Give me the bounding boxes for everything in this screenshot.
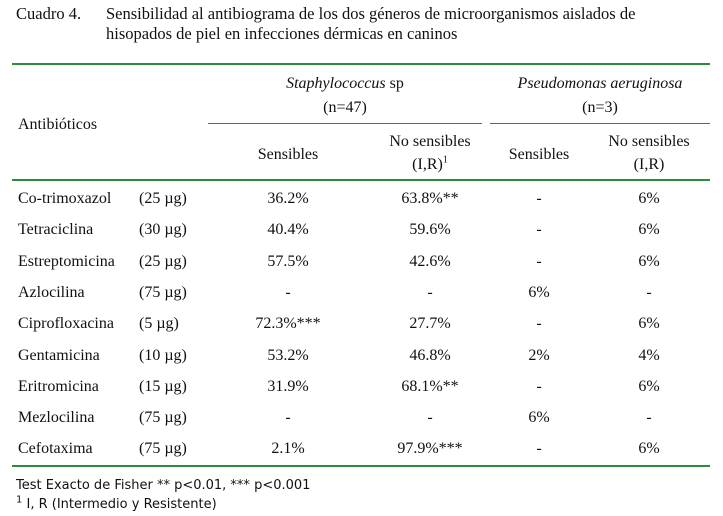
table-row (0, 278, 723, 309)
staph-sensitive-value: 40.4% (267, 221, 309, 239)
staph-sensitive-value: 57.5% (267, 252, 309, 270)
table-row (0, 434, 723, 465)
staph-not-sensitive-value: - (427, 283, 433, 301)
staph-sensitive-value: - (285, 409, 291, 427)
antibiotic-dose: (25 µg) (139, 252, 187, 270)
staph-sensitive-value: 53.2% (267, 346, 309, 364)
table-row (0, 341, 723, 372)
top-rule (12, 63, 710, 65)
staph-not-sensitive-header: No sensibles (389, 133, 471, 150)
antibiotic-name: Estreptomicina (18, 252, 115, 270)
staphylococcus-header (208, 73, 482, 95)
antibiotic-name: Eritromicina (18, 377, 99, 395)
pseudo-not-sensitive-value: 6% (638, 190, 660, 207)
antibiotic-dose: (15 µg) (139, 377, 187, 395)
pseudomonas-name: Pseudomonas aeruginosa (517, 75, 683, 92)
staphylococcus-n: (n=47) (323, 99, 367, 116)
pseudo-not-sensitive-value: 6% (638, 377, 660, 395)
antibiotic-dose: (10 µg) (139, 346, 187, 364)
pseudomonas-group-rule (490, 123, 710, 124)
antibiotic-dose: (25 µg) (139, 190, 187, 207)
staph-sensitive-value: 36.2% (267, 190, 309, 207)
table-row (0, 215, 723, 246)
staphylococcus-suffix: sp (385, 75, 404, 92)
table-row (0, 372, 723, 403)
pseudo-not-sensitive-value: - (646, 283, 652, 301)
staph-ir-header (375, 154, 485, 176)
pseudo-not-sensitive-value: 6% (638, 440, 660, 458)
staph-not-sensitive-value: 68.1%** (401, 377, 459, 395)
staph-not-sensitive-value: 63.8%** (401, 190, 459, 207)
antibiotic-dose: (30 µg) (139, 221, 187, 239)
antibiotic-dose: (5 µg) (139, 315, 179, 333)
antibiotic-name: Gentamicina (18, 346, 100, 364)
table-row (0, 184, 723, 215)
ir-note-text: I, R (Intermedio y Resistente) (22, 497, 217, 512)
table-caption (16, 4, 716, 44)
antibiotic-name: Co-trimoxazol (18, 190, 112, 207)
pseudo-sensitive-header: Sensibles (508, 146, 570, 163)
ir-note-marker: 1 (16, 494, 23, 506)
pseudo-not-sensitive-value: 6% (638, 221, 660, 239)
antibiotic-dose: (75 µg) (139, 440, 187, 458)
pseudo-not-sensitive-value: - (646, 409, 652, 427)
pseudomonas-header (490, 73, 710, 95)
pseudo-sensitive-value: - (536, 440, 542, 458)
staph-not-sensitive-value: 46.8% (409, 346, 451, 364)
antibiotic-name: Azlocilina (18, 283, 85, 301)
staph-not-sensitive-value: 97.9%*** (397, 440, 463, 458)
pseudo-sensitive-value: - (536, 315, 542, 333)
pseudo-sensitive-value: - (536, 252, 542, 270)
antibiotic-name: Tetraciclina (18, 221, 94, 239)
pseudo-not-sensitive-value: 6% (638, 315, 660, 333)
caption-line-1: Sensibilidad al antibiograma de los dos géneros de microorganismos aislados de (106, 4, 636, 23)
pseudo-sensitive-value: 2% (528, 346, 550, 364)
table-notes (16, 476, 310, 514)
staph-sensitive-value: 31.9% (267, 377, 309, 395)
staph-ir-label: (I,R) (412, 156, 443, 173)
pseudo-sensitive-value: - (536, 377, 542, 395)
antibiotic-name: Ciprofloxacina (18, 315, 114, 333)
pseudo-ir-header: (I,R) (633, 156, 665, 173)
staph-not-sensitive-value: - (427, 409, 433, 427)
pseudo-sensitive-value: 6% (528, 409, 550, 427)
table-row (0, 309, 723, 340)
antibiotic-dose: (75 µg) (139, 409, 187, 427)
ir-footnote-marker: 1 (442, 154, 448, 166)
staph-sensitive-value: 2.1% (271, 440, 305, 458)
pseudomonas-n: (n=3) (582, 99, 618, 116)
table-row (0, 247, 723, 278)
pseudo-sensitive-value: - (536, 221, 542, 239)
antibiotic-name: Mezlocilina (18, 409, 95, 427)
pseudo-not-sensitive-value: 4% (638, 346, 660, 364)
antibiotics-header: Antibióticos (18, 116, 98, 133)
table-row (0, 403, 723, 434)
pseudo-sensitive-value: 6% (528, 283, 550, 301)
caption-line-2: hisopados de piel en infecciones dérmicas en caninos (106, 24, 458, 43)
ir-note (16, 495, 310, 514)
staph-sensitive-value: 72.3%*** (255, 315, 321, 333)
staph-sensitive-value: - (285, 283, 291, 301)
pseudo-not-sensitive-value: 6% (638, 252, 660, 270)
staphylococcus-name: Staphylococcus (286, 75, 386, 92)
pseudo-not-sensitive-header: No sensibles (608, 133, 690, 150)
antibiotic-dose: (75 µg) (139, 283, 187, 301)
staph-not-sensitive-value: 27.7% (409, 315, 451, 333)
staph-not-sensitive-value: 59.6% (409, 221, 451, 239)
fisher-note: Test Exacto de Fisher ** p<0.01, *** p<0.001 (16, 478, 311, 493)
antibiotic-name: Cefotaxima (18, 440, 93, 458)
staph-not-sensitive-value: 42.6% (409, 252, 451, 270)
caption-label: Cuadro 4. (16, 4, 82, 23)
pseudo-sensitive-value: - (536, 190, 542, 207)
header-bottom-rule (12, 179, 710, 181)
staphylococcus-group-rule (208, 123, 482, 124)
staph-sensitive-header: Sensibles (257, 146, 319, 163)
